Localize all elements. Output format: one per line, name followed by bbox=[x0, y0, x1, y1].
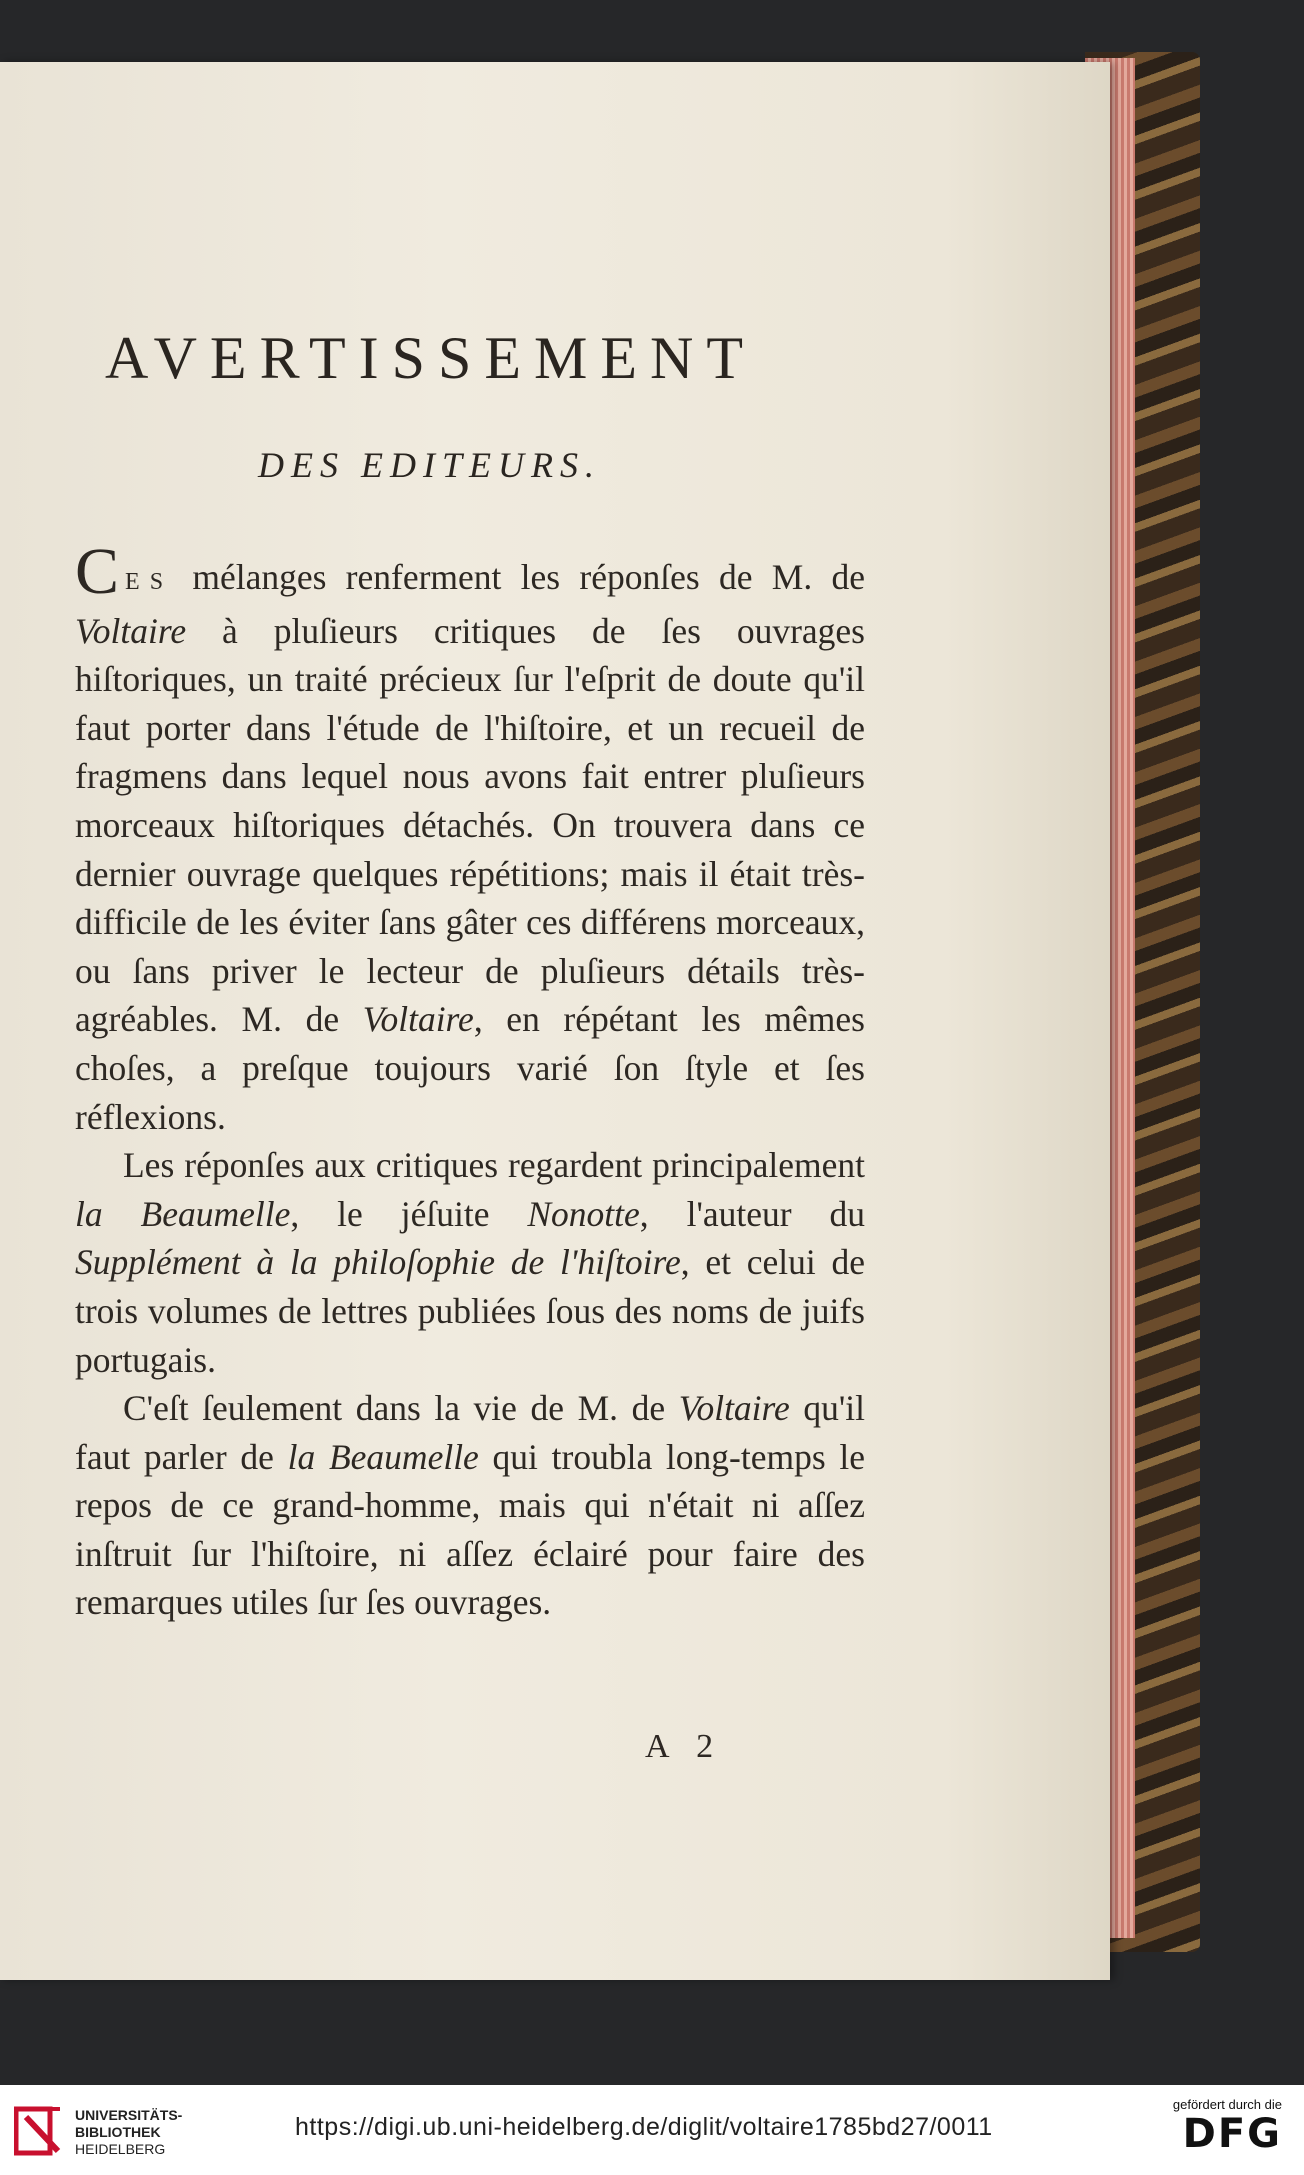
signature-mark: A 2 bbox=[645, 1728, 724, 1765]
text-run: , le jéſuite bbox=[290, 1193, 528, 1234]
italic-name: la Beaumelle bbox=[75, 1193, 291, 1234]
funder-block bbox=[1173, 2097, 1282, 2156]
text-run: mélanges renferment les réponſes de M. de bbox=[173, 557, 865, 597]
logo-text-line: UNIVERSITÄTS- bbox=[75, 2107, 183, 2123]
book-page bbox=[0, 62, 1110, 1980]
drop-cap: C bbox=[75, 535, 120, 608]
footer-bar bbox=[0, 2085, 1304, 2175]
logo-text-line: HEIDELBERG bbox=[75, 2141, 166, 2157]
small-caps: ES bbox=[125, 569, 174, 595]
italic-name: la Beaumelle bbox=[287, 1436, 479, 1477]
italic-name: Voltaire bbox=[362, 999, 474, 1040]
text-run: , en répétant les mêmes choſes, a preſque toujours varié ſon ſtyle et ſes réflexions. bbox=[75, 999, 865, 1137]
italic-name: Voltaire bbox=[678, 1388, 790, 1429]
text-run: , l'auteur du bbox=[639, 1193, 865, 1234]
permalink-url[interactable]: https://digi.ub.uni-heidelberg.de/diglit/voltaire1785bd27/0011 bbox=[295, 2113, 993, 2141]
university-logo-icon bbox=[14, 2103, 64, 2159]
text-run: Les réponſes aux critiques regardent principalement bbox=[123, 1145, 865, 1186]
text-run: à pluſieurs critiques de ſes ouvrages hiſtoriques, un traité précieux ſur l'eſprit de doute qu'il faut porter dans l'étude de l'hiſtoire, et un recueil de fragmens dans lequel nous avons fait entrer pluſieurs morceaux hiſtoriques détachés. On trouvera dans ce dernier ouvrage quelques répétitions; mais il était très-difficile de les éviter ſans gâter ces différens morceaux, ou ſans priver le lecteur de pluſieurs détails très-agréables. M. de bbox=[75, 610, 865, 1040]
page-subtitle: DES EDITEURS. bbox=[258, 445, 601, 485]
italic-title: Supplément à la philoſophie de l'hiſtoire bbox=[75, 1242, 681, 1283]
text-run: qui troubla long-temps le repos de ce grand-homme, mais qui n'était ni aſſez inſtruit ſur l'hiſtoire, ni aſſez éclairé pour faire des remarques utiles ſur ſes ouvrages. bbox=[75, 1436, 866, 1623]
logo-text-line: BIBLIOTHEK bbox=[75, 2124, 161, 2140]
italic-name: Nonotte bbox=[527, 1193, 640, 1234]
dfg-logo: DFG bbox=[1182, 2111, 1282, 2157]
paragraph-3 bbox=[75, 1384, 865, 1627]
page-title: AVERTISSEMENT bbox=[105, 325, 756, 391]
paragraph-1 bbox=[75, 535, 865, 1141]
text-run: C'eſt ſeulement dans la vie de M. de bbox=[123, 1388, 679, 1429]
university-name bbox=[75, 2107, 182, 2158]
text-run: , et celui de trois volumes de lettres publiées ſous des noms de juifs portugais. bbox=[75, 1242, 865, 1380]
italic-name: Voltaire bbox=[75, 610, 187, 651]
paragraph-2 bbox=[75, 1141, 865, 1384]
body-text bbox=[75, 535, 866, 1627]
text-run: qu'il faut parler de bbox=[75, 1388, 866, 1477]
funded-by-label: gefördert durch die bbox=[1172, 2097, 1282, 2112]
